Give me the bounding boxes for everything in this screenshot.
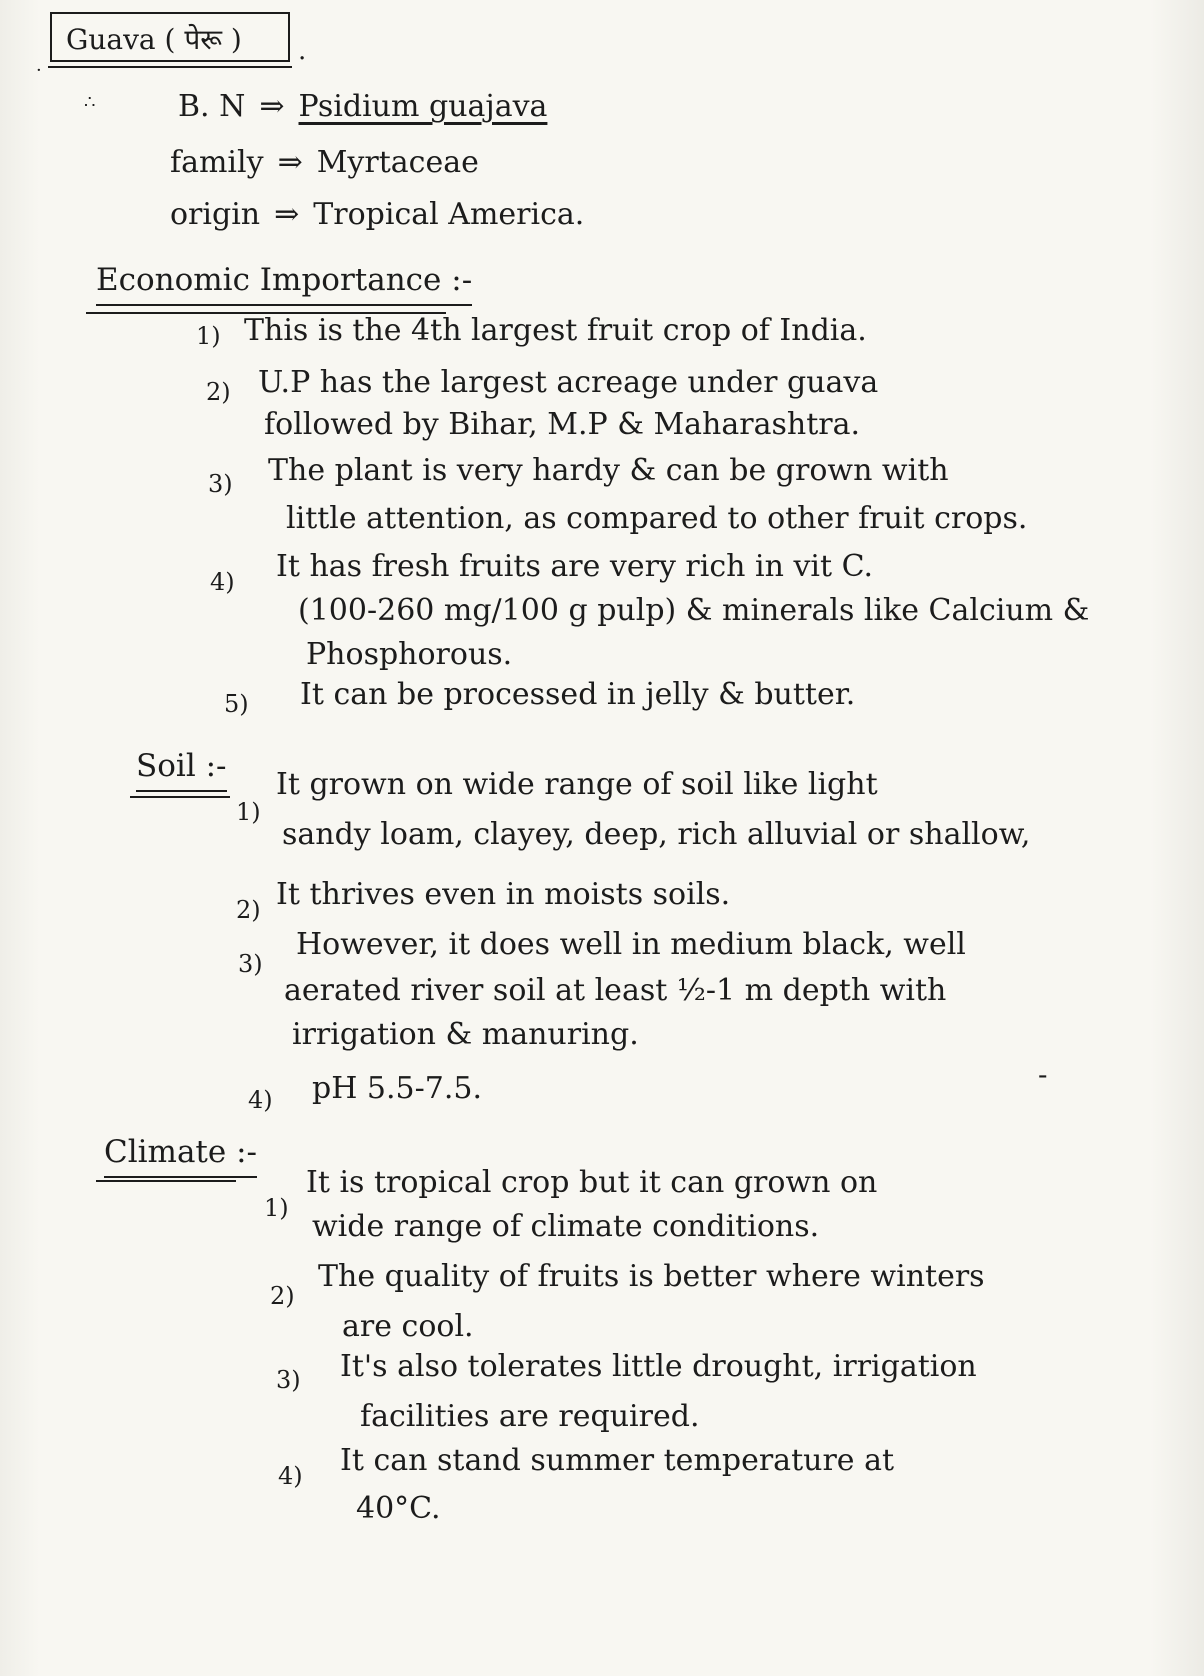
soil-item-1-line-1: It grown on wide range of soil like light xyxy=(276,767,878,802)
title-box xyxy=(50,12,290,62)
info-line-botanical-name xyxy=(178,89,548,124)
info-value: Psidium guajava xyxy=(298,89,548,124)
title-main: Guava xyxy=(66,23,156,56)
info-value: Tropical America. xyxy=(313,197,585,232)
item-number: 4) xyxy=(278,1462,303,1490)
soil-heading xyxy=(136,748,227,784)
item-number: 3) xyxy=(208,470,233,498)
soil-item-3-line-3: irrigation & manuring. xyxy=(292,1017,639,1052)
arrow-icon: ⇒ xyxy=(259,89,285,124)
economic-item-3-line-2: little attention, as compared to other fruit crops. xyxy=(286,501,1028,536)
climate-item-3-line-2: facilities are required. xyxy=(360,1399,700,1434)
climate-item-2-line-2: are cool. xyxy=(342,1309,474,1344)
item-number: 1) xyxy=(196,322,221,350)
item-number: 4) xyxy=(248,1086,273,1114)
soil-item-4-line-1: pH 5.5-7.5. xyxy=(312,1071,482,1106)
heading-underline xyxy=(130,796,230,798)
climate-heading xyxy=(104,1134,257,1170)
stray-mark: - xyxy=(1038,1058,1048,1091)
info-line-origin xyxy=(170,197,585,232)
economic-item-5-line-1: It can be processed in jelly & butter. xyxy=(300,677,856,712)
margin-dot: · xyxy=(36,60,42,81)
heading-underline xyxy=(96,1180,236,1182)
info-line-family xyxy=(170,145,479,180)
page-title xyxy=(66,20,242,58)
arrow-icon: ⇒ xyxy=(274,197,300,232)
climate-heading-text: Climate :- xyxy=(104,1134,257,1178)
soil-item-2-line-1: It thrives even in moists soils. xyxy=(276,877,731,912)
soil-item-1-line-2: sandy loam, clayey, deep, rich alluvial or shallow, xyxy=(282,817,1031,852)
item-number: 2) xyxy=(270,1282,295,1310)
economic-heading xyxy=(96,262,472,298)
info-label: origin xyxy=(170,197,261,232)
item-number: 2) xyxy=(236,896,261,924)
title-period: . xyxy=(298,36,307,66)
item-number: 4) xyxy=(210,568,235,596)
item-number: 1) xyxy=(236,798,261,826)
climate-item-4-line-1: It can stand summer temperature at xyxy=(340,1443,895,1478)
economic-item-4-line-2: (100-260 mg/100 g pulp) & minerals like Calcium & xyxy=(298,593,1090,628)
economic-item-1-line-1: This is the 4th largest fruit crop of India. xyxy=(244,313,867,348)
info-label: B. N xyxy=(178,89,246,124)
climate-item-1-line-2: wide range of climate conditions. xyxy=(312,1209,820,1244)
margin-dots: ∴ xyxy=(84,92,96,113)
item-number: 3) xyxy=(276,1366,301,1394)
economic-item-2-line-2: followed by Bihar, M.P & Maharashtra. xyxy=(264,407,861,442)
soil-item-3-line-1: However, it does well in medium black, well xyxy=(296,927,966,962)
soil-item-3-line-2: aerated river soil at least ½-1 m depth with xyxy=(284,973,947,1008)
info-value: Myrtaceae xyxy=(316,145,479,180)
item-number: 1) xyxy=(264,1194,289,1222)
economic-heading-text: Economic Importance :- xyxy=(96,262,472,306)
economic-item-4-line-3: Phosphorous. xyxy=(306,637,513,672)
climate-item-2-line-1: The quality of fruits is better where winters xyxy=(318,1259,985,1294)
item-number: 5) xyxy=(224,690,249,718)
info-label: family xyxy=(170,145,264,180)
arrow-icon: ⇒ xyxy=(277,145,303,180)
item-number: 2) xyxy=(206,378,231,406)
climate-item-4-line-2: 40°C. xyxy=(356,1491,441,1526)
title-hindi: ( पेरू ) xyxy=(164,23,242,56)
economic-item-4-line-1: It has fresh fruits are very rich in vit C. xyxy=(276,549,874,584)
soil-heading-text: Soil :- xyxy=(136,748,227,792)
climate-item-1-line-1: It is tropical crop but it can grown on xyxy=(306,1165,878,1200)
item-number: 3) xyxy=(238,950,263,978)
climate-item-3-line-1: It's also tolerates little drought, irrigation xyxy=(340,1349,977,1384)
economic-item-2-line-1: U.P has the largest acreage under guava xyxy=(258,365,879,400)
economic-item-3-line-1: The plant is very hardy & can be grown with xyxy=(268,453,949,488)
